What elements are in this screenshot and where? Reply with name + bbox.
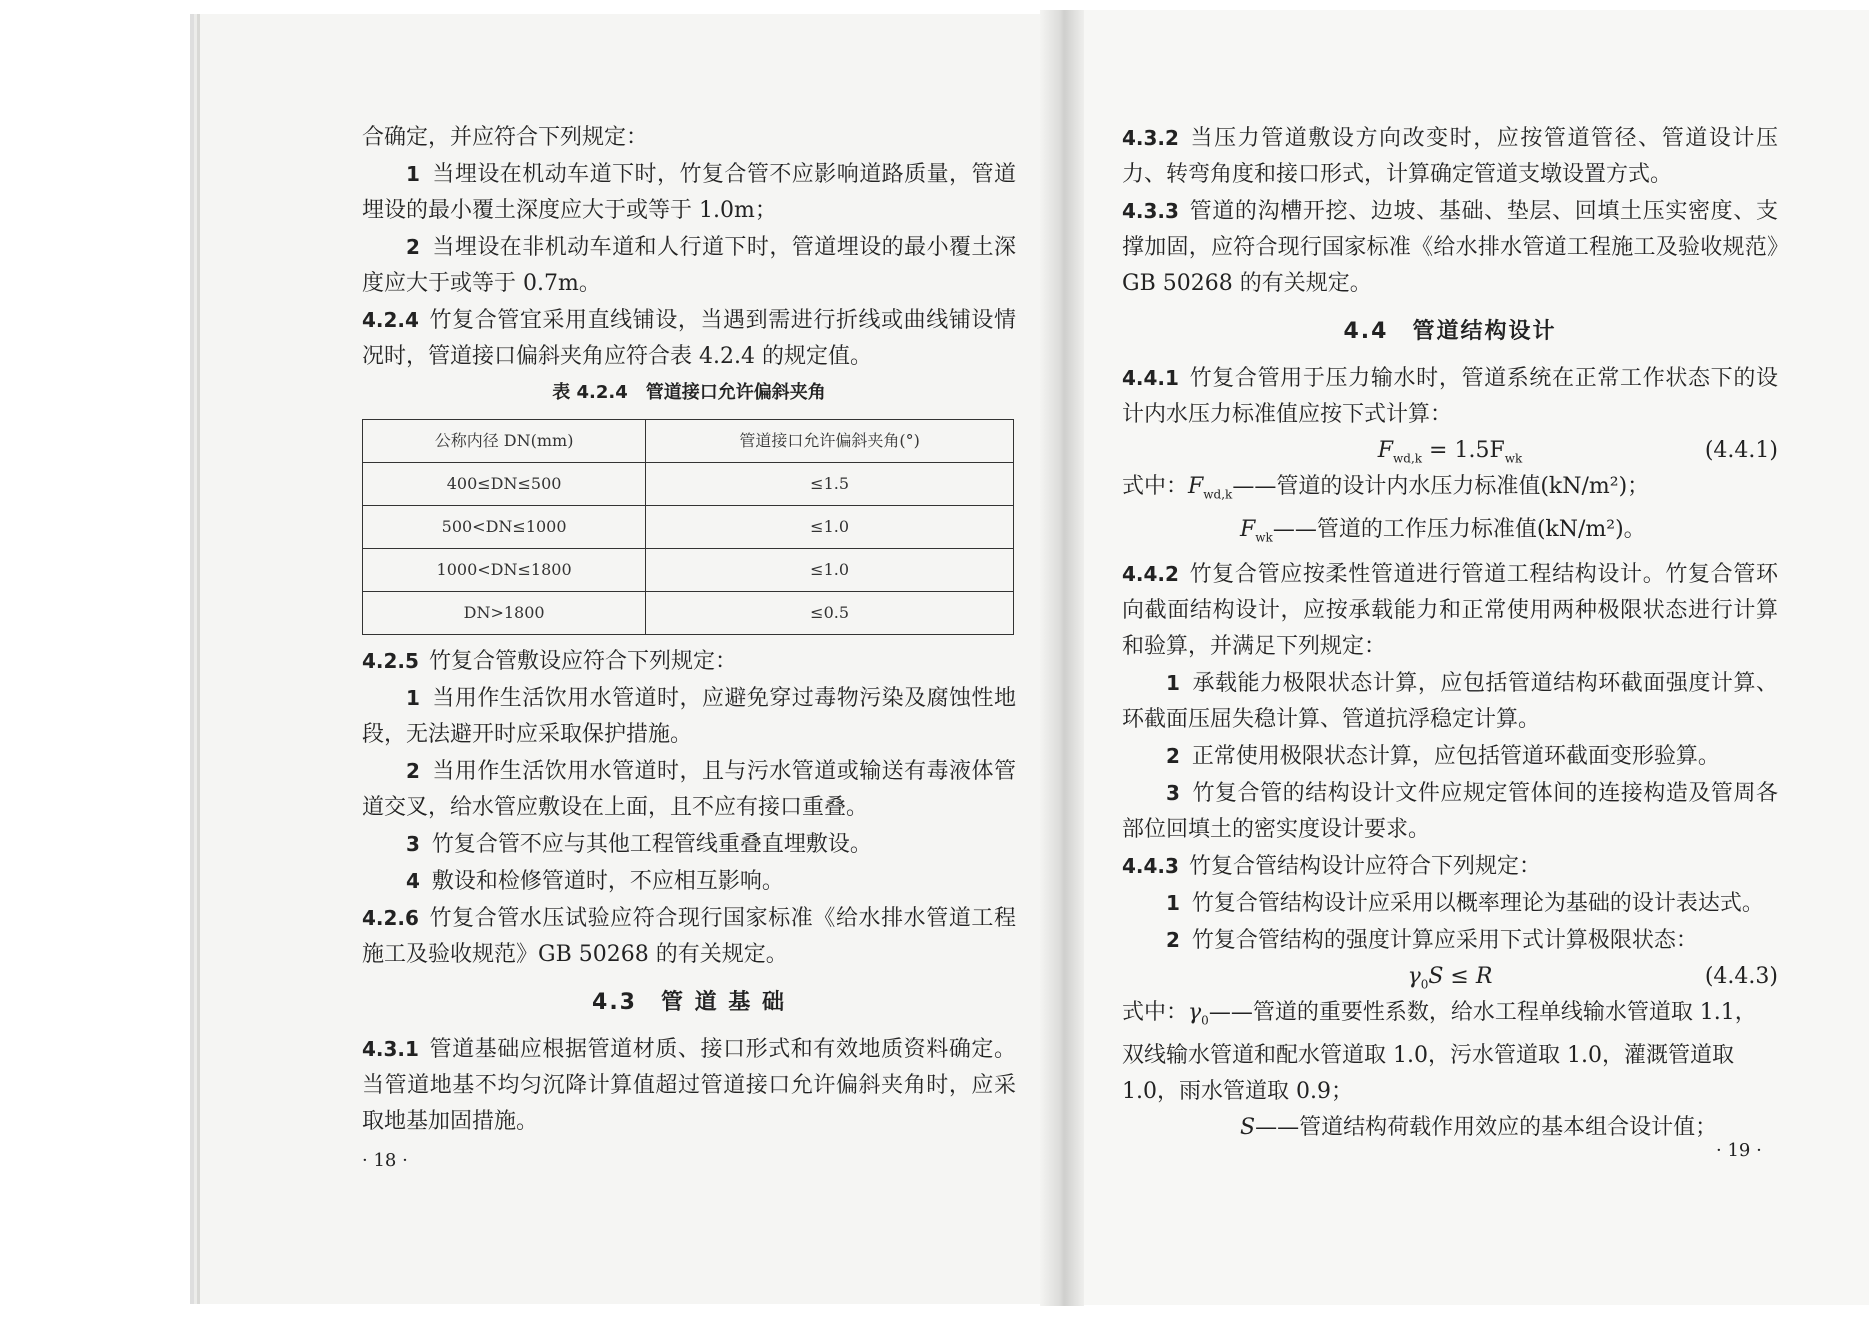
clause-4-3-2 xyxy=(1122,120,1778,193)
where-symbol: γ xyxy=(1188,999,1202,1025)
clause-4-4-2 xyxy=(1122,556,1778,665)
table-cell-angle: ≤1.0 xyxy=(646,549,1014,592)
formula-lhs: F xyxy=(1377,438,1393,463)
where-symbol: F xyxy=(1240,517,1256,543)
table-header-row xyxy=(363,420,1014,463)
clause-number: 4.3.2 xyxy=(1122,126,1179,150)
clause-4-3-3 xyxy=(1122,193,1778,302)
table-title: 表 4.2.4 管道接口允许偏斜夹角 xyxy=(552,382,826,403)
clause-4-4-1 xyxy=(1122,360,1778,433)
item-text: 当用作生活饮用水管道时，应避免穿过毒物污染及腐蚀性地段，无法避开时应采取保护措施。 xyxy=(362,686,1016,747)
item-text: 竹复合管结构设计应采用以概率理论为基础的设计表达式。 xyxy=(1191,890,1764,916)
page-number-right: · 19 · xyxy=(1716,1140,1762,1161)
item-4-2-5-3 xyxy=(362,826,1016,863)
page-number-left: · 18 · xyxy=(362,1150,408,1171)
clause-text: 竹复合管水压试验应符合现行国家标准《给水排水管道工程施工及验收规范》GB 50268 的有关规定。 xyxy=(362,906,1016,967)
where-symbol-sub: 0 xyxy=(1201,1013,1209,1028)
formula-gamma-sub: 0 xyxy=(1420,977,1429,992)
item-text: 当用作生活饮用水管道时，且与污水管道或输送有毒液体管道交叉，给水管应敷设在上面，且不应有接口重叠。 xyxy=(362,759,1016,820)
clause-number: 4.2.4 xyxy=(362,308,419,332)
item-number: 1 xyxy=(1166,890,1180,915)
where-text: ——管道的设计内水压力标准值(kN/m²)； xyxy=(1232,474,1650,499)
formula-rhs: = 1.5F xyxy=(1422,438,1505,463)
table-header-dn: 公称内径 DN(mm) xyxy=(363,420,646,463)
where-text: ——管道的工作压力标准值(kN/m²)。 xyxy=(1272,517,1646,543)
item-4-2-5-1 xyxy=(362,680,1016,753)
table-row xyxy=(363,549,1014,592)
item-text: 正常使用极限状态计算，应包括管道环截面变形验算。 xyxy=(1191,743,1720,769)
item-number: 2 xyxy=(1166,743,1180,768)
where-symbol: F xyxy=(1188,474,1204,499)
clause-number: 4.2.5 xyxy=(362,649,419,673)
table-cell-angle: ≤1.5 xyxy=(646,463,1014,506)
item-number: 1 xyxy=(1166,670,1180,695)
clause-4-2-6 xyxy=(362,900,1016,973)
item-text: 竹复合管的结构设计文件应规定管体间的连接构造及管周各部位回填土的密实度设计要求。 xyxy=(1122,780,1778,842)
item-4-2-5-4 xyxy=(362,863,1016,900)
formula-4-4-1 xyxy=(1122,433,1778,469)
item-number: 1 xyxy=(406,686,420,710)
clause-4-3-1 xyxy=(362,1031,1016,1140)
clause-number: 4.3.3 xyxy=(1122,199,1179,223)
item-text: 竹复合管结构的强度计算应采用下式计算极限状态： xyxy=(1191,927,1698,953)
clause-4-2-5 xyxy=(362,643,1016,680)
item-4-2-5-2 xyxy=(362,753,1016,826)
item-text: 当埋设在机动车道下时，竹复合管不应影响道路质量，管道埋设的最小覆土深度应大于或等于 1.0m； xyxy=(362,162,1016,223)
item-number: 3 xyxy=(1166,780,1180,805)
clause-text: 竹复合管应按柔性管道进行管道工程结构设计。竹复合管环向截面结构设计，应按承载能力和正常使用两种极限状态进行计算和验算，并满足下列规定： xyxy=(1122,561,1778,659)
where-prefix: 式中： xyxy=(1122,999,1189,1025)
item-text: 承载能力极限状态计算，应包括管道结构环截面强度计算、环截面压屈失稳计算、管道抗浮稳定计算。 xyxy=(1122,670,1778,732)
angle-table xyxy=(362,419,1014,635)
item-number: 4 xyxy=(406,869,420,893)
formula-rhs-sub: wk xyxy=(1504,451,1523,466)
table-cell-dn: 500<DN≤1000 xyxy=(363,506,646,549)
clause-number: 4.2.6 xyxy=(362,906,419,930)
clause-text: 竹复合管宜采用直线铺设，当遇到需进行折线或曲线铺设情况时，管道接口偏斜夹角应符合表 4.2.4 的规定值。 xyxy=(362,308,1016,369)
left-column xyxy=(362,120,1016,1140)
right-column xyxy=(1122,120,1778,1146)
formula-gamma: γ xyxy=(1407,963,1421,989)
table-row xyxy=(363,592,1014,635)
table-row xyxy=(363,506,1014,549)
item-number: 2 xyxy=(406,759,420,783)
clause-text: 竹复合管敷设应符合下列规定： xyxy=(428,649,737,674)
where-symbol-sub: wd,k xyxy=(1203,487,1233,502)
item-4-4-3-1 xyxy=(1122,885,1778,922)
clause-number: 4.4.3 xyxy=(1122,853,1179,878)
item-text: 当埋设在非机动车道和人行道下时，管道埋设的最小覆土深度应大于或等于 0.7m。 xyxy=(362,235,1016,296)
clause-4-4-3 xyxy=(1122,848,1778,885)
item-1 xyxy=(362,156,1016,229)
where-fwk xyxy=(1122,512,1778,555)
table-cell-dn: 400≤DN≤500 xyxy=(363,463,646,506)
item-4-4-2-3 xyxy=(1122,775,1778,848)
clause-text: 管道基础应根据管道材质、接口形式和有效地质资料确定。当管道地基不均匀沉降计算值超过管道接口允许偏斜夹角时，应采取地基加固措施。 xyxy=(362,1037,1016,1134)
formula-number: (4.4.3) xyxy=(1704,963,1778,989)
where-symbol: S xyxy=(1240,1115,1256,1141)
formula-lhs-sub: wd,k xyxy=(1393,451,1423,466)
where-s xyxy=(1122,1110,1778,1146)
where-symbol-sub: wk xyxy=(1255,530,1273,545)
section-4-3-title: 4.3 管 道 基 础 xyxy=(592,990,786,1015)
where-fwdk xyxy=(1122,469,1778,512)
item-2 xyxy=(362,229,1016,302)
clause-number: 4.3.1 xyxy=(362,1037,419,1061)
table-cell-dn: 1000<DN≤1800 xyxy=(363,549,646,592)
item-text: 敷设和检修管道时，不应相互影响。 xyxy=(431,869,784,894)
formula-number: (4.4.1) xyxy=(1704,438,1778,463)
item-number: 2 xyxy=(406,235,420,259)
intro-line: 合确定，并应符合下列规定： xyxy=(362,125,649,150)
item-number: 2 xyxy=(1166,927,1180,952)
clause-text: 当压力管道敷设方向改变时，应按管道管径、管道设计压力、转弯角度和接口形式，计算确定管道支墩设置方式。 xyxy=(1122,126,1778,187)
book-gutter xyxy=(1040,10,1084,1306)
item-text: 竹复合管不应与其他工程管线重叠直埋敷设。 xyxy=(431,832,872,857)
section-4-4-title: 4.4 管道结构设计 xyxy=(1343,319,1557,344)
clause-text: 竹复合管用于压力输水时，管道系统在正常工作状态下的设计内水压力标准值应按下式计算： xyxy=(1122,366,1778,427)
clause-number: 4.4.1 xyxy=(1122,366,1179,390)
clause-number: 4.4.2 xyxy=(1122,561,1179,586)
formula-4-4-3 xyxy=(1122,959,1778,995)
item-4-4-2-2 xyxy=(1122,738,1778,775)
where-text: ——管道结构荷载作用效应的基本组合设计值； xyxy=(1255,1115,1718,1141)
clause-text: 竹复合管结构设计应符合下列规定： xyxy=(1188,853,1541,879)
table-cell-dn: DN>1800 xyxy=(363,592,646,635)
clause-4-2-4 xyxy=(362,302,1016,375)
where-text: ——管道的重要性系数，给水工程单线输水管道取 1.1，双线输水管道和配水管道取 1.0，污水管道取 1.0，灌溉管道取 1.0，雨水管道取 0.9； xyxy=(1122,999,1757,1105)
table-cell-angle: ≤1.0 xyxy=(646,506,1014,549)
where-prefix: 式中： xyxy=(1122,474,1189,499)
table-row xyxy=(363,463,1014,506)
table-header-angle: 管道接口允许偏斜夹角(°) xyxy=(646,420,1014,463)
table-cell-angle: ≤0.5 xyxy=(646,592,1014,635)
where-gamma xyxy=(1122,995,1778,1110)
clause-text: 管道的沟槽开挖、边坡、基础、垫层、回填土压实密度、支撑加固，应符合现行国家标准《给水排水管道工程施工及验收规范》GB 50268 的有关规定。 xyxy=(1122,199,1778,296)
formula-rest: S ≤ R xyxy=(1428,963,1493,989)
item-4-4-3-2 xyxy=(1122,922,1778,959)
item-number: 3 xyxy=(406,832,420,856)
item-4-4-2-1 xyxy=(1122,665,1778,738)
item-number: 1 xyxy=(406,162,420,186)
